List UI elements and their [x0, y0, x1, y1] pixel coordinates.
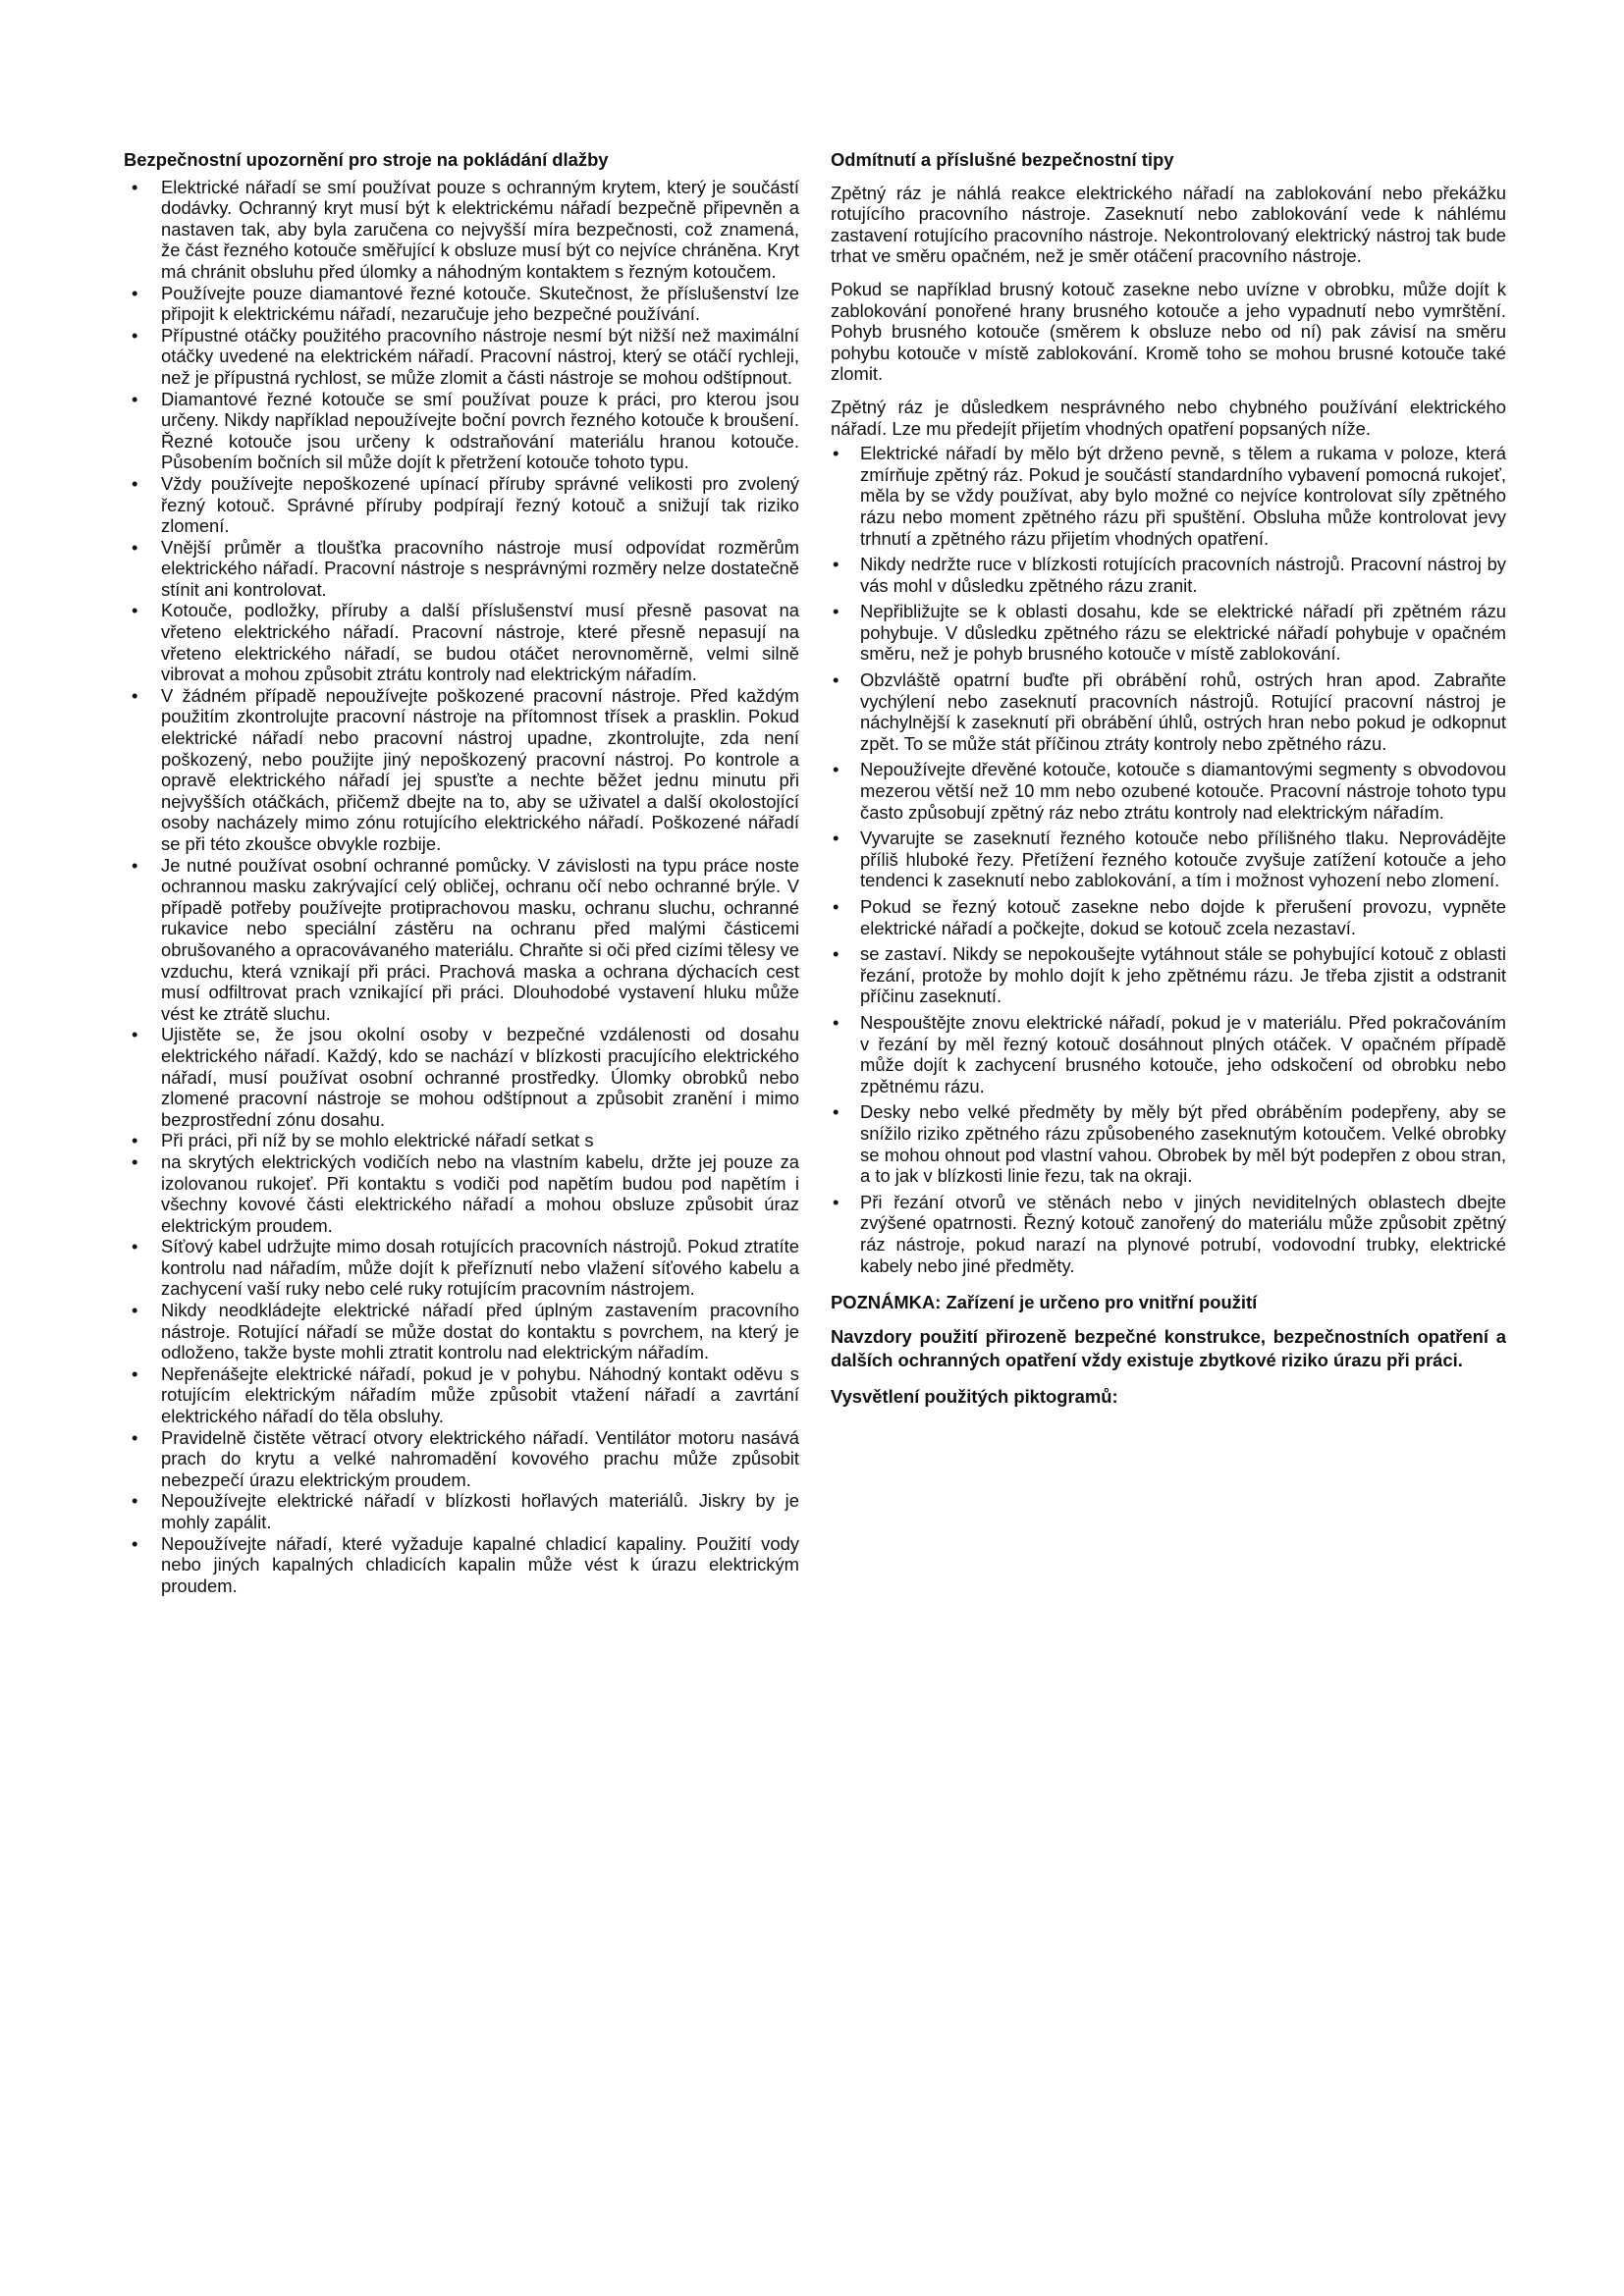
list-item: • Vyvarujte se zaseknutí řezného kotouče nebo přílišného tlaku. Neprovádějte příliš hluboké řezy. Přetížení řezného kotouče zvyšuje zatížení kotouče a jeho tendenci k zaseknutí nebo zablokování, a tím i možnost vyhození nebo zlomení.: [831, 828, 1506, 891]
residual-risk-statement: Navzdory použití přirozeně bezpečné konstrukce, bezpečnostních opatření a dalších ochranných opatření vždy existuje zbytkové riziko úrazu při práci.: [831, 1325, 1506, 1370]
kickback-paragraph-3: Zpětný ráz je důsledkem nesprávného nebo chybného používání elektrického nářadí. Lze mu předejít přijetím vhodných opatření popsaných níže.: [831, 396, 1506, 439]
list-item: • Elektrické nářadí se smí používat pouze s ochranným krytem, který je součástí dodávky. Ochranný kryt musí být k elektrickému nářadí bezpečně připevněn a nastaven tak, aby byla zaručena co nejvyšší míra bezpečnosti, což znamená, že část řezného kotouče směřující k obsluze musí být co nejvíce chráněna. Kryt má chránit obsluhu před úlomky a náhodným kontaktem s řezným kotoučem.: [124, 177, 799, 283]
left-safety-list: [124, 177, 799, 1597]
kickback-paragraph-2: Pokud se například brusný kotouč zasekne nebo uvízne v obrobku, může dojít k zablokování ponořené hrany brusného kotouče a jeho vypadnutí nebo vymrštění. Pohyb brusného kotouče (směrem k obsluze nebo od ní) pak závisí na směru pohybu kotouče v místě zablokování. Kromě toho se mohou brusné kotouče také zlomit.: [831, 278, 1506, 385]
list-item: • Diamantové řezné kotouče se smí používat pouze k práci, pro kterou jsou určeny. Nikdy například nepoužívejte boční povrch řezného kotouče k broušení. Řezné kotouče jsou určeny k odstraňování materiálu hranou kotouče. Působením bočních sil může dojít k přetržení kotouče tohoto typu.: [124, 389, 799, 473]
list-item: • Vždy používejte nepoškozené upínací příruby správné velikosti pro zvolený řezný kotouč. Správné příruby podpírají řezný kotouč a snižují tak riziko zlomení.: [124, 473, 799, 537]
list-item: • Při práci, při níž by se mohlo elektrické nářadí setkat s: [124, 1130, 799, 1151]
right-safety-list: [831, 443, 1506, 1276]
list-item: • Nepoužívejte nářadí, které vyžaduje kapalné chladicí kapaliny. Použití vody nebo jiných kapalných chladicích kapalin může vést k úrazu elektrickým proudem.: [124, 1533, 799, 1597]
list-item: • Kotouče, podložky, příruby a další příslušenství musí přesně pasovat na vřeteno elektrického nářadí. Pracovní nástroje, které přesně nepasují na vřeteno elektrického nářadí, se budou otáčet nerovnoměrně, velmi silně vibrovat a mohou způsobit ztrátu kontroly nad elektrickým nářadím.: [124, 600, 799, 684]
list-item: • Elektrické nářadí by mělo být drženo pevně, s tělem a rukama v poloze, která zmírňuje zpětný ráz. Pokud je součástí standardního vybavení pomocná rukojeť, měla by se vždy používat, aby bylo možné co nejvíce kontrolovat síly zpětného rázu nebo moment zpětného rázu při spuštění. Obsluha může kontrolovat jevy trhnutí a zpětného rázu přijetím vhodných opatření.: [831, 443, 1506, 549]
list-item: • Nikdy nedržte ruce v blízkosti rotujících pracovních nástrojů. Pracovní nástroj by vás mohl v důsledku zpětného rázu zranit.: [831, 554, 1506, 596]
list-item: • Ujistěte se, že jsou okolní osoby v bezpečné vzdálenosti od dosahu elektrického nářadí. Každý, kdo se nachází v blízkosti pracujícího elektrického nářadí, musí používat osobní ochranné prostředky. Úlomky obrobků nebo zlomené pracovní nástroje se mohou odštípnout a způsobit zranění i mimo bezprostřední zónu dosahu.: [124, 1024, 799, 1130]
kickback-paragraph-1: Zpětný ráz je náhlá reakce elektrického nářadí na zablokování nebo překážku rotujícího pracovního nástroje. Zaseknutí nebo zablokování vede k náhlému zastavení rotujícího pracovního nástroje. Nekontrolovaný elektrický nástroj tak bude trhat ve směru opačném, než je směr otáčení pracovního nástroje.: [831, 182, 1506, 267]
right-column: [831, 149, 1506, 1413]
list-item: • se zastaví. Nikdy se nepokoušejte vytáhnout stále se pohybující kotouč z oblasti řezání, protože by mohlo dojít k jeho zpětnému rázu. Je třeba zjistit a odstranit příčinu zaseknutí.: [831, 943, 1506, 1007]
list-item: • na skrytých elektrických vodičích nebo na vlastním kabelu, držte jej pouze za izolovanou rukojeť. Při kontaktu s vodiči pod napětím budou pod napětím i všechny kovové části elektrického nářadí a mohou obsluze způsobit úraz elektrickým proudem.: [124, 1151, 799, 1236]
list-item: • Je nutné používat osobní ochranné pomůcky. V závislosti na typu práce noste ochrannou masku zakrývající celý obličej, ochranu očí nebo ochranné brýle. V případě potřeby používejte protiprachovou masku, ochranu sluchu, ochranné rukavice nebo speciální zástěru na ochranu před malými částicemi obrušovaného a opracovávaného materiálu. Chraňte si oči před cizími tělesy ve vzduchu, která vznikají při práci. Prachová maska a ochrana dýchacích cest musí odfiltrovat prach vznikající při práci. Dlouhodobé vystavení hluku může vést ke ztrátě sluchu.: [124, 855, 799, 1025]
list-item: • Nepřibližujte se k oblasti dosahu, kde se elektrické nářadí při zpětném rázu pohybuje. V důsledku zpětného rázu se elektrické nářadí pohybuje v opačném směru, než je pohyb brusného kotouče v místě zablokování.: [831, 601, 1506, 665]
indoor-use-note: POZNÁMKA: Zařízení je určeno pro vnitřní použití: [831, 1292, 1258, 1313]
left-column: [124, 149, 799, 1596]
list-item: • Nespouštějte znovu elektrické nářadí, pokud je v materiálu. Před pokračováním v řezání by měl řezný kotouč dosáhnout plných otáček. V opačném případě může dojít k zachycení brusného kotouče, jeho odskočení od obrobku nebo zpětnému rázu.: [831, 1012, 1506, 1096]
list-item: • Desky nebo velké předměty by měly být před obráběním podepřeny, aby se snížilo riziko zpětného rázu způsobeného zaseknutým kotoučem. Velké obrobky se mohou ohnout pod vlastní vahou. Obrobek by měl být podepřen z obou stran, a to jak v blízkosti linie řezu, tak na okraji.: [831, 1101, 1506, 1186]
list-item: • V žádném případě nepoužívejte poškozené pracovní nástroje. Před každým použitím zkontrolujte pracovní nástroje na přítomnost třísek a prasklin. Pokud elektrické nářadí nebo pracovní nástroj upadne, zkontrolujte, zda není poškozený, nebo použijte jiný nepoškozený pracovní nástroj. Po kontrole a opravě elektrického nářadí jej spusťte a nechte běžet jednu minutu při nejvyšších otáčkách, přičemž dbejte na to, aby se uživatel a další okolostojící osoby nacházely mimo zónu rotujícího elektrického nářadí. Poškozené nářadí se při této zkoušce obvykle rozbije.: [124, 685, 799, 855]
list-item: • Pokud se řezný kotouč zasekne nebo dojde k přerušení provozu, vypněte elektrické nářadí a počkejte, dokud se kotouč zcela nezastaví.: [831, 896, 1506, 938]
list-item: • Vnější průměr a tloušťka pracovního nástroje musí odpovídat rozměrům elektrického nářadí. Pracovní nástroje s nesprávnými rozměry nelze dostatečně stínit ani kontrolovat.: [124, 537, 799, 601]
pictograms-heading: Vysvětlení použitých piktogramů:: [831, 1385, 1118, 1407]
right-section-heading: Odmítnutí a příslušné bezpečnostní tipy: [831, 149, 1174, 170]
list-item: • Nikdy neodkládejte elektrické nářadí před úplným zastavením pracovního nástroje. Rotující nářadí se může dostat do kontaktu s povrchem, na který je odloženo, takže byste mohli ztratit kontrolu nad elektrickým nářadím.: [124, 1300, 799, 1363]
list-item: • Obzvláště opatrní buďte při obrábění rohů, ostrých hran apod. Zabraňte vychýlení nebo zaseknutí pracovních nástrojů. Rotující pracovní nástroj je náchylnější k zaseknutí při obrábění úhlů, ostrých hran nebo pokud je odkopnut zpět. To se může stát příčinou ztráty kontroly nebo zpětného rázu.: [831, 669, 1506, 754]
list-item: • Nepoužívejte dřevěné kotouče, kotouče s diamantovými segmenty s obvodovou mezerou větší než 10 mm nebo ozubené kotouče. Pracovní nástroje tohoto typu často způsobují zpětný ráz nebo ztrátu kontroly nad elektrickým nářadím.: [831, 759, 1506, 823]
list-item: • Přípustné otáčky použitého pracovního nástroje nesmí být nižší než maximální otáčky uvedené na elektrickém nářadí. Pracovní nástroj, který se otáčí rychleji, než je přípustná rychlost, se může zlomit a části nástroje se mohou odštípnout.: [124, 325, 799, 389]
list-item: • Používejte pouze diamantové řezné kotouče. Skutečnost, že příslušenství lze připojit k elektrickému nářadí, nezaručuje jeho bezpečné používání.: [124, 283, 799, 325]
list-item: • Síťový kabel udržujte mimo dosah rotujících pracovních nástrojů. Pokud ztratíte kontrolu nad nářadím, může dojít k přeříznutí nebo vlažení síťového kabelu a zachycení vaší ruky nebo celé ruky rotujícím pracovním nástrojem.: [124, 1236, 799, 1300]
list-item: • Nepřenášejte elektrické nářadí, pokud je v pohybu. Náhodný kontakt oděvu s rotujícím elektrickým nářadím může způsobit vtažení nářadí a zavrtání elektrického nářadí do těla obsluhy.: [124, 1363, 799, 1427]
list-item: • Nepoužívejte elektrické nářadí v blízkosti hořlavých materiálů. Jiskry by je mohly zapálit.: [124, 1490, 799, 1532]
list-item: • Při řezání otvorů ve stěnách nebo v jiných neviditelných oblastech dbejte zvýšené opatrnosti. Řezný kotouč zanořený do materiálu může způsobit zpětný ráz nástroje, pokud narazí na plynové potrubí, vodovodní trubky, elektrické kabely nebo jiné předměty.: [831, 1192, 1506, 1276]
list-item: • Pravidelně čistěte větrací otvory elektrického nářadí. Ventilátor motoru nasává prach do krytu a velké nahromadění kovového prachu může způsobit nebezpečí úrazu elektrickým proudem.: [124, 1427, 799, 1491]
left-section-heading: Bezpečnostní upozornění pro stroje na pokládání dlažby: [124, 149, 609, 170]
